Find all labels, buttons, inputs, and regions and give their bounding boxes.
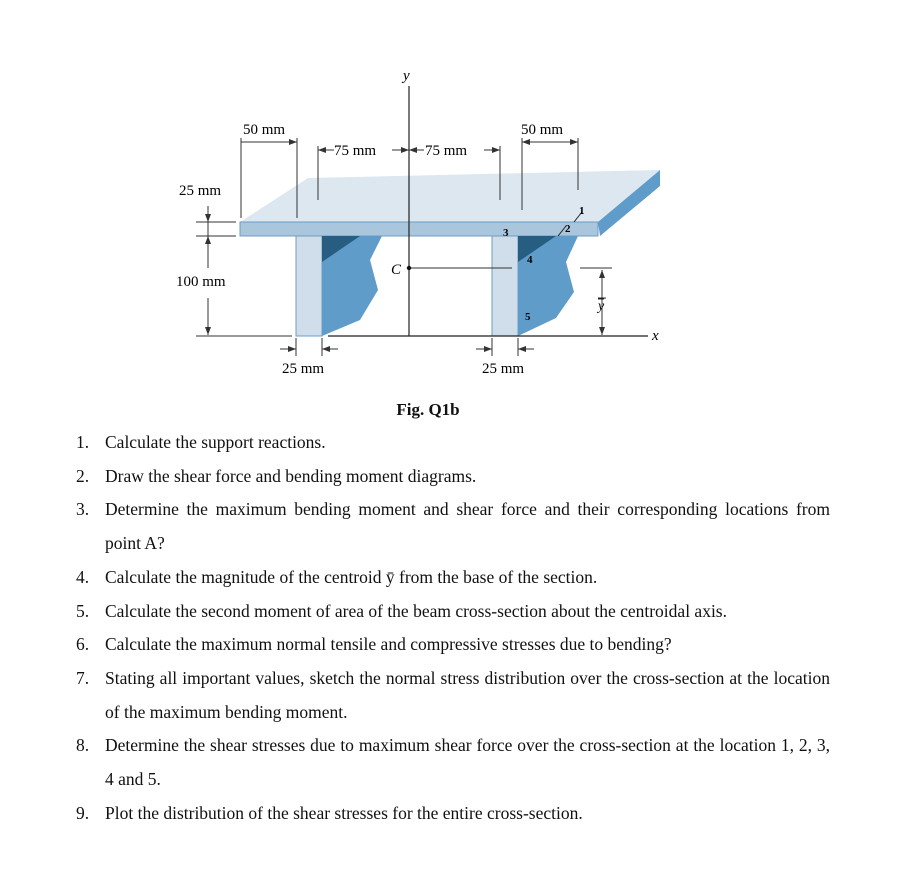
dim-arrow-web-right-b <box>518 346 526 352</box>
figure-caption: Fig. Q1b <box>396 400 460 419</box>
y-axis-label: y <box>403 68 410 84</box>
dim-label-25-flange: 25 mm <box>179 183 222 199</box>
question-number: 3. <box>76 499 90 520</box>
dim-arrow-50-left <box>289 139 297 145</box>
question-item <box>0 797 830 831</box>
cross-section-figure <box>0 0 898 430</box>
dim-arrow-75-right-b <box>492 147 500 153</box>
question-number: 4. <box>76 566 90 587</box>
question-item <box>0 493 830 560</box>
question-text: Stating all important values, sketch the normal stress distribution over the cross-section at the location of the maximum bending moment. <box>105 667 830 722</box>
question-number: 2. <box>76 465 90 486</box>
ybar-arrow-bottom <box>599 327 605 335</box>
question-number: 8. <box>76 735 90 756</box>
ybar-label: y <box>598 299 605 314</box>
dim-label-100: 100 mm <box>176 274 226 290</box>
dim-arrow-50-right-b <box>570 139 578 145</box>
dim-label-75-right: 75 mm <box>425 143 468 159</box>
question-item <box>0 628 830 662</box>
centroid-point <box>407 266 411 270</box>
point-5-label: 5 <box>525 311 531 323</box>
centroid-label: C <box>391 262 402 278</box>
question-item <box>0 561 830 595</box>
dim-label-50-left: 50 mm <box>243 122 286 138</box>
question-text: Determine the shear stresses due to maximum shear force over the cross-section at the location 1, 2, 3, 4 and 5. <box>105 735 830 790</box>
question-number: 1. <box>76 432 90 452</box>
question-item <box>0 729 830 796</box>
question-number: 7. <box>76 667 90 688</box>
dim-label-50-right: 50 mm <box>521 122 564 138</box>
dim-arrow-web-left-a <box>288 346 296 352</box>
dim-arrow-75-left-b <box>401 147 409 153</box>
question-number: 9. <box>76 802 90 823</box>
ybar-arrow-top <box>599 270 605 278</box>
dim-arrow-75-left-a <box>318 147 326 153</box>
question-text: Draw the shear force and bending moment diagrams. <box>105 465 477 486</box>
dim-label-25-web-right: 25 mm <box>482 361 525 377</box>
question-text: Calculate the second moment of area of the beam cross-section about the centroidal axis. <box>105 600 727 621</box>
dim-arrow-web-right-a <box>484 346 492 352</box>
point-4-label: 4 <box>527 254 533 266</box>
question-text: Plot the distribution of the shear stresses for the entire cross-section. <box>105 802 583 823</box>
question-list <box>0 426 830 830</box>
dim-arrow-web-left-b <box>322 346 330 352</box>
dim-label-25-web-left: 25 mm <box>282 361 325 377</box>
question-item <box>0 662 830 729</box>
beam-cross-section-drawing <box>0 0 898 430</box>
question-number: 6. <box>76 634 90 655</box>
question-number: 5. <box>76 600 90 621</box>
question-text: Determine the maximum bending moment and shear force and their corresponding locations from point A? <box>105 499 830 554</box>
question-item <box>0 426 830 460</box>
dim-arrow-25-flange-a <box>205 214 211 222</box>
question-text: Calculate the maximum normal tensile and compressive stresses due to bending? <box>105 634 672 655</box>
question-item <box>0 595 830 629</box>
dim-arrow-75-right-a <box>409 147 417 153</box>
left-web-front-face <box>296 236 322 336</box>
point-3-label: 3 <box>503 227 509 239</box>
dim-arrow-100-bottom <box>205 327 211 335</box>
point-1-label: 1 <box>579 205 585 217</box>
flange-front-face <box>240 222 598 236</box>
point-2-label: 2 <box>565 223 571 235</box>
flange-top-surface <box>240 170 660 222</box>
dim-label-75-left: 75 mm <box>334 143 377 159</box>
right-web-front-face <box>492 236 518 336</box>
dim-arrow-50-right-a <box>522 139 530 145</box>
question-text: Calculate the support reactions. <box>105 432 326 452</box>
x-axis-label: x <box>652 328 659 344</box>
question-item <box>0 460 830 494</box>
question-text: Calculate the magnitude of the centroid ȳ from the base of the section. <box>105 566 598 587</box>
dim-arrow-25-flange-b <box>205 236 211 244</box>
